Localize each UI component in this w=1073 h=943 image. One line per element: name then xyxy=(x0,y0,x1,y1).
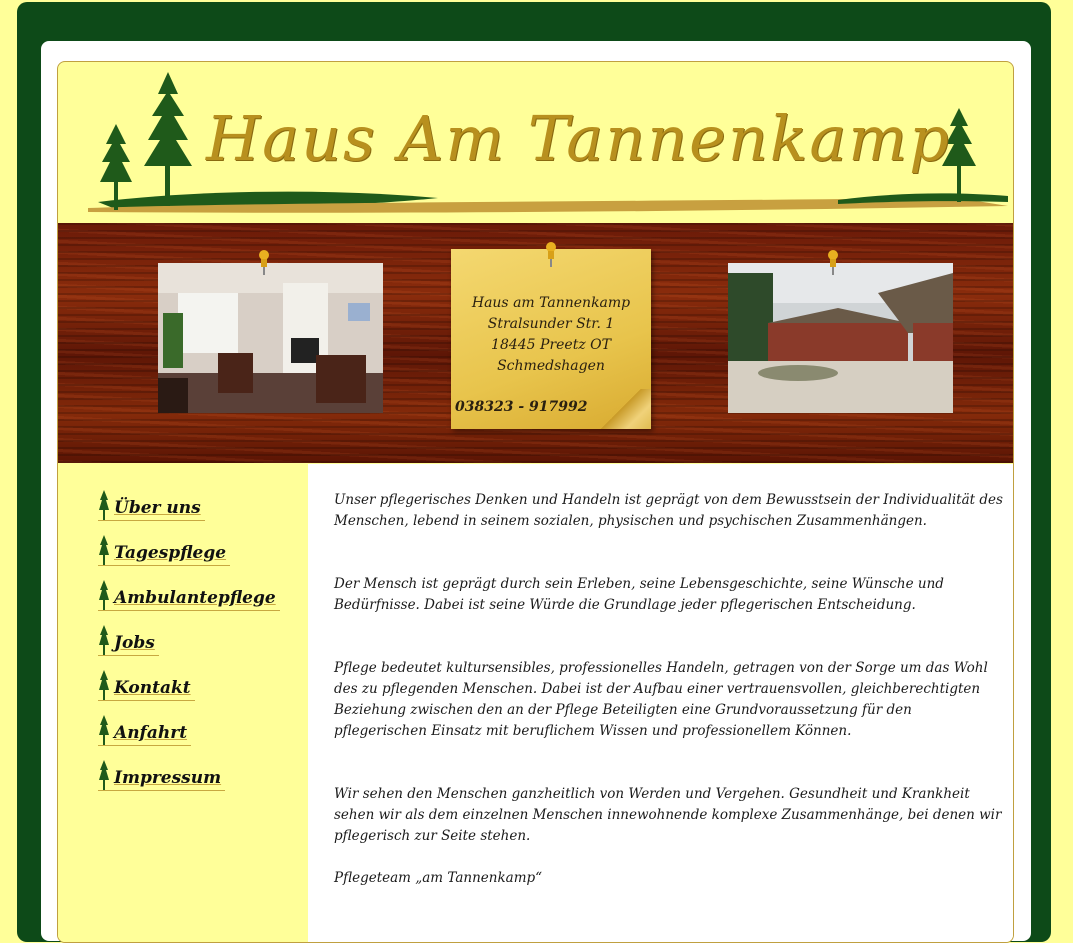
pushpin-icon xyxy=(826,249,840,275)
nav-item-ueber-uns[interactable] xyxy=(98,488,205,521)
nav-label[interactable]: Jobs xyxy=(114,633,155,653)
tree-icon xyxy=(98,535,110,565)
tree-icon xyxy=(98,580,110,610)
interior-photo xyxy=(158,263,383,413)
nav-label[interactable]: Tagespflege xyxy=(114,543,227,563)
tree-icon xyxy=(98,122,134,212)
wood-banner xyxy=(58,223,1013,463)
page-curl xyxy=(591,389,651,429)
site-title[interactable]: Haus Am Tannenkamp xyxy=(206,102,951,175)
tree-icon xyxy=(98,625,110,655)
address-line: Haus am Tannenkamp xyxy=(471,295,631,311)
pushpin-icon xyxy=(257,249,271,275)
content-paragraph: Der Mensch ist geprägt durch sein Erleben, seine Lebensgeschichte, seine Wünsche und Bedürfnisse. Dabei ist seine Würde die Grundlage jeder pflegerischen Entscheidung. xyxy=(334,576,944,613)
nav-label[interactable]: Anfahrt xyxy=(114,723,188,743)
sidebar-nav xyxy=(58,464,308,943)
signature: Pflegeteam „am Tannenkamp“ xyxy=(334,870,543,886)
nav-item-tagespflege[interactable] xyxy=(98,533,230,566)
tree-icon xyxy=(98,715,110,745)
main-content xyxy=(308,464,1013,943)
inner-frame xyxy=(41,41,1031,941)
phone-number: 038323 - 917992 xyxy=(455,399,588,415)
tree-icon xyxy=(98,760,110,790)
content-paragraph: Wir sehen den Menschen ganzheitlich von Werden und Vergehen. Gesundheit und Krankheit sehen wir als dem einzelnen Menschen innewohnende komplexe Zusammenhänge, bei denen wir pflegerisch zur Seite stehen. xyxy=(334,786,1002,844)
site-header xyxy=(58,62,1013,222)
nav-item-jobs[interactable] xyxy=(98,623,159,656)
nav-item-impressum[interactable] xyxy=(98,758,225,791)
content-paragraph: Unser pflegerisches Denken und Handeln ist geprägt von dem Bewusstsein der Individualität des Menschen, lebend in seinem sozialen, physischen und psychischen Zusammenhängen. xyxy=(334,492,1003,529)
address-lines xyxy=(451,293,651,377)
nav-label[interactable]: Impressum xyxy=(114,768,222,788)
nav-item-ambulantepflege[interactable] xyxy=(98,578,280,611)
ground-swoosh xyxy=(78,180,1008,220)
address-line: 18445 Preetz OT xyxy=(491,337,611,353)
building-photo xyxy=(728,263,953,413)
nav-label[interactable]: Über uns xyxy=(114,498,201,518)
nav-item-kontakt[interactable] xyxy=(98,668,195,701)
nav-label[interactable]: Kontakt xyxy=(114,678,191,698)
pushpin-icon xyxy=(544,241,558,267)
nav-label[interactable]: Ambulantepflege xyxy=(114,588,276,608)
content-paragraph: Pflege bedeutet kultursensibles, professionelles Handeln, getragen von der Sorge um das Wohl des zu pflegenden Menschen. Dabei ist der Aufbau einer vertrauensvollen, gleichberechtigten Beziehung zwischen den an der Pflege Beteiligten eine Grundvoraussetzung für den pflegerischen Einsatz mit beruflichem Wissen und professionellem Können. xyxy=(334,660,988,739)
address-line: Stralsunder Str. 1 xyxy=(487,316,615,332)
address-note xyxy=(451,249,651,429)
nav-item-anfahrt[interactable] xyxy=(98,713,191,746)
tree-icon xyxy=(98,490,110,520)
tree-icon xyxy=(98,670,110,700)
tree-icon xyxy=(140,70,196,210)
address-line: Schmedshagen xyxy=(497,358,605,374)
page-box xyxy=(57,61,1014,943)
outer-frame xyxy=(17,2,1051,942)
